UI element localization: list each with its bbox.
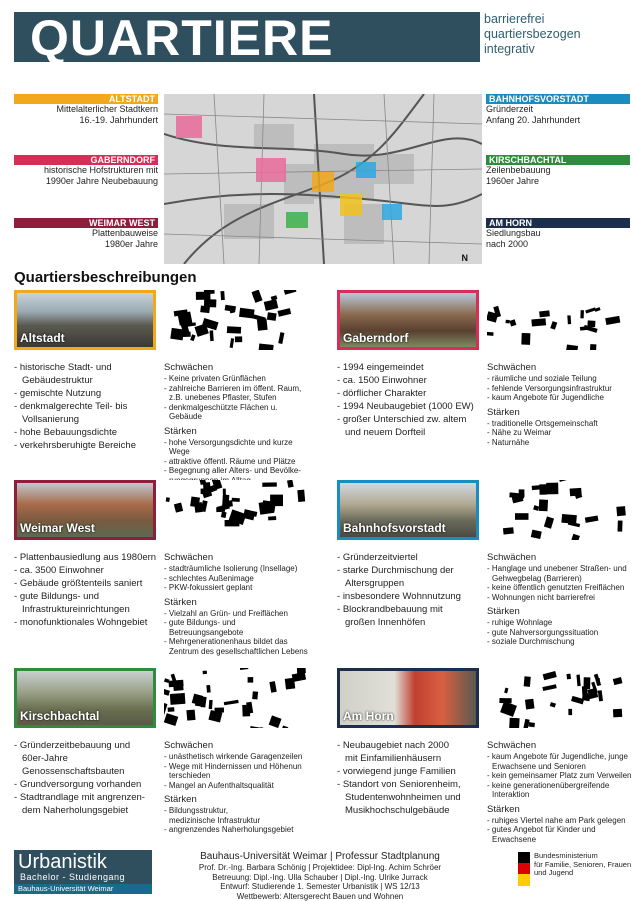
building-footprint (550, 702, 556, 707)
characteristic-item: - Stadtrandlage mit angrenzen- (14, 791, 160, 804)
weaknesses-heading: Schwächen (164, 362, 310, 374)
building-footprint (164, 702, 167, 715)
weaknesses-heading: Schwächen (487, 552, 633, 564)
weaknesses-heading: Schwächen (164, 740, 310, 752)
building-footprint (504, 688, 508, 694)
figure-ground-plan (487, 290, 629, 350)
quarter-label: AM HORN (486, 218, 630, 228)
building-footprint (499, 698, 511, 703)
weakness-item: - Keine privaten Grünflächen (164, 374, 310, 384)
quarter-line: Gründerzeit (486, 104, 630, 115)
weakness-item: - denkmalgeschützte Flächen u. Gebäude (164, 403, 310, 422)
weakness-item: - stadträumliche Isolierung (Insellage) (164, 564, 310, 574)
building-footprint (164, 689, 170, 696)
building-footprint (239, 668, 248, 670)
strength-item: - gute Nahversorgungssituation (487, 628, 633, 638)
characteristic-item: - historische Stadt- und (14, 361, 160, 374)
building-footprint (283, 290, 297, 295)
building-footprint (168, 707, 175, 712)
strengths-heading: Stärken (487, 407, 633, 419)
weakness-item: - keine öffentlich genutzten Freiflächen (487, 583, 633, 593)
figure-ground-graphic (164, 480, 306, 540)
weakness-item: - Mangel an Aufenthaltsqualität (164, 781, 310, 791)
building-footprint (546, 483, 558, 495)
characteristic-item: Vollsanierung (14, 413, 160, 426)
strength-item: - gute Bildungs- und Betreuungsangebote (164, 618, 310, 637)
quarter-photo-label: Am Horn (343, 709, 394, 723)
characteristic-item: - insbesondere Wohnnutzung (337, 590, 483, 603)
building-footprint (209, 700, 213, 709)
building-footprint (566, 344, 578, 350)
strength-item: - Bildungsstruktur, (164, 806, 310, 816)
building-footprint (252, 691, 258, 699)
building-footprint (225, 520, 240, 526)
tagline: quartiersbezogen (484, 27, 581, 42)
characteristic-item: 60er-Jahre (14, 752, 160, 765)
quarter-line: Siedlungsbau (486, 228, 630, 239)
characteristic-item: und neuem Dorfteil (337, 426, 483, 439)
characteristic-item: Infrastruktureinrichtungen (14, 603, 160, 616)
building-footprint (203, 482, 211, 489)
building-footprint (509, 718, 519, 728)
strengths-weaknesses (487, 551, 633, 647)
characteristic-item: - Grundversorgung vorhanden (14, 778, 160, 791)
characteristic-item: - Gründerzeitviertel (337, 551, 483, 564)
building-footprint (282, 726, 288, 728)
weakness-item: - PKW-fokussiert geplant (164, 583, 310, 593)
characteristic-item: Gebäudestruktur (14, 374, 160, 387)
credits-line: Entwurf: Studierende 1. Semester Urbanistik | WS 12/13 (170, 882, 470, 892)
building-footprint (568, 709, 572, 715)
weakness-item: - zahlreiche Barrieren im öffent. Raum, (164, 384, 310, 394)
characteristic-item: Genossenschaftsbauten (14, 765, 160, 778)
building-footprint (566, 674, 571, 680)
weakness-item: - fehlende Versorgungsinfrastruktur (487, 384, 633, 394)
building-footprint (248, 677, 254, 683)
characteristic-item: - Neubaugebiet nach 2000 (337, 739, 483, 752)
strength-item: - Vielzahl an Grün- und Freiflächen (164, 609, 310, 619)
quarter-label: KIRSCHBACHTAL (486, 155, 630, 165)
quarter-line: Zeilenbebauung (486, 165, 630, 176)
building-footprint (598, 690, 603, 701)
building-footprint (267, 312, 277, 321)
characteristic-item: - Standort von Seniorenheim, (337, 778, 483, 791)
urbanistik-logo (14, 850, 152, 894)
building-footprint (278, 308, 292, 317)
building-footprint (525, 699, 535, 710)
quarter-photo-label: Bahnhofsvorstadt (343, 521, 446, 535)
building-footprint (174, 503, 183, 513)
quarter-legend-kirschbachtal (486, 155, 630, 187)
quarter-area-bahnhofsvorstadt (356, 162, 376, 178)
building-footprint (215, 708, 224, 713)
quarter-area-blue (382, 204, 402, 220)
building-footprint (221, 512, 227, 518)
quarter-photo (14, 480, 156, 540)
building-footprint (206, 685, 210, 693)
characteristic-item: - starke Durchmischung der (337, 564, 483, 577)
city-map (164, 94, 482, 264)
quarter-photo-label: Kirschbachtal (20, 709, 99, 723)
characteristic-item: - gemischte Nutzung (14, 387, 160, 400)
quarter-legend-weimar-west (14, 218, 158, 250)
quarter-label: WEIMAR WEST (14, 218, 158, 228)
characteristic-item: - Blockrandbebauung mit (337, 603, 483, 616)
quarter-legend-altstadt (14, 94, 158, 126)
building-footprint (201, 703, 206, 708)
building-footprint (242, 705, 250, 717)
building-footprint (268, 516, 276, 520)
strengths-weaknesses (487, 739, 633, 844)
building-footprint (297, 490, 305, 502)
building-footprint (166, 497, 170, 502)
quarter-photo (14, 290, 156, 350)
strength-item: Erwachsene (487, 835, 633, 845)
building-footprint (528, 722, 535, 727)
weakness-item: - keine generationenübergreifende (487, 781, 633, 791)
quarter-photo-label: Weimar West (20, 521, 95, 535)
characteristic-item: - denkmalgerechte Teil- bis (14, 400, 160, 413)
building-footprint (515, 513, 529, 520)
characteristic-item: - hohe Bebauungsdichte (14, 426, 160, 439)
building-footprint (259, 343, 274, 350)
strengths-heading: Stärken (487, 606, 633, 618)
building-footprint (227, 326, 241, 333)
building-footprint (523, 719, 529, 728)
strength-item: - Naturnähe (487, 438, 633, 448)
quarter-photo (337, 290, 479, 350)
strength-item: - hohe Versorgungsdichte und kurze Wege (164, 438, 310, 457)
weakness-item: - unästhetisch wirkende Garagenzeilen (164, 752, 310, 762)
strength-item: - ruhiges Viertel nahe am Park gelegen (487, 816, 633, 826)
building-footprint (225, 305, 236, 312)
building-footprint (204, 299, 216, 307)
strength-item: - soziale Durchmischung (487, 637, 633, 647)
building-footprint (544, 516, 554, 528)
weakness-item: z.B. unebenes Pflaster, Stufen (164, 393, 310, 403)
quarter-characteristics (14, 739, 160, 817)
quarter-photo (14, 668, 156, 728)
weakness-item: - räumliche und soziale Teilung (487, 374, 633, 384)
building-footprint (278, 332, 284, 344)
characteristic-item: - verkehrsberuhigte Bereiche (14, 439, 160, 452)
building-footprint (616, 506, 625, 516)
building-footprint (571, 534, 580, 540)
building-footprint (580, 310, 584, 318)
quarter-photo-label: Gaberndorf (343, 331, 408, 345)
credits-line: Wettbewerb: Altersgerecht Bauen und Wohnen (170, 892, 470, 901)
quarter-characteristics (337, 361, 483, 439)
characteristic-item: großen Innenhöfen (337, 616, 483, 629)
credits-line: Prof. Dr.-Ing. Barbara Schönig | Projektidee: Dipl-Ing. Achim Schröer (170, 863, 470, 873)
quarter-line: 16.-19. Jahrhundert (14, 115, 158, 126)
weakness-item: Interaktion (487, 790, 633, 800)
quarter-line: 1960er Jahre (486, 176, 630, 187)
figure-ground-graphic (164, 290, 306, 350)
building-footprint (503, 527, 514, 534)
tagline: integrativ (484, 42, 581, 57)
weakness-item: - schlechtes Außenimage (164, 574, 310, 584)
characteristic-item: - ca. 3500 Einwohner (14, 564, 160, 577)
strengths-weaknesses (164, 739, 310, 835)
building-footprint (596, 678, 601, 685)
building-footprint (524, 676, 531, 687)
quarter-line: nach 2000 (486, 239, 630, 250)
quarter-photo (337, 668, 479, 728)
figure-ground-plan (487, 668, 629, 728)
strengths-heading: Stärken (487, 804, 633, 816)
credits (170, 850, 470, 901)
section-title: Quartiersbeschreibungen (14, 269, 197, 286)
strengths-heading: Stärken (164, 597, 310, 609)
weakness-item: - Wohnungen nicht barrierefrei (487, 593, 633, 603)
building-footprint (235, 336, 242, 342)
building-footprint (259, 317, 265, 329)
building-footprint (539, 499, 548, 511)
characteristic-item: dem Naherholungsgebiet (14, 804, 160, 817)
weaknesses-heading: Schwächen (487, 362, 633, 374)
building-footprint (232, 498, 240, 502)
building-footprint (521, 333, 530, 345)
strength-item: medizinische Infrastruktur (164, 816, 310, 826)
building-footprint (539, 310, 550, 317)
strengths-weaknesses (164, 551, 310, 656)
figure-ground-plan (164, 668, 306, 728)
taglines (484, 12, 581, 57)
building-footprint (190, 334, 195, 341)
characteristic-item: - 1994 eingemeindet (337, 361, 483, 374)
characteristic-item: - dörflicher Charakter (337, 387, 483, 400)
characteristic-item: - monofunktionales Wohngebiet (14, 616, 160, 629)
building-footprint (186, 710, 195, 721)
quarter-characteristics (14, 551, 160, 629)
figure-ground-plan (164, 290, 306, 350)
building-footprint (285, 678, 296, 690)
quarter-area-kirschbachtal (286, 212, 308, 228)
credits-title: Bauhaus-Universität Weimar | Professur Stadtplanung (170, 850, 470, 863)
quarter-area-altstadt (312, 172, 334, 192)
building-footprint (259, 501, 275, 515)
characteristic-item: Studentenwohnheimen und (337, 791, 483, 804)
building-footprint (576, 675, 580, 687)
tagline: barrierefrei (484, 12, 581, 27)
building-footprint (590, 344, 596, 350)
quarter-label: GABERNDORF (14, 155, 158, 165)
characteristic-item: Altersgruppen (337, 577, 483, 590)
quarter-photo-label: Altstadt (20, 331, 65, 345)
building-footprint (194, 502, 202, 513)
building-footprint (570, 488, 582, 496)
building-footprint (531, 530, 542, 539)
building-footprint (558, 480, 570, 482)
quarter-legend-gaberndorf (14, 155, 158, 187)
weakness-item: Erwachsene und Senioren (487, 762, 633, 772)
strength-item: - Mehrgenerationenhaus bildet das (164, 637, 310, 647)
weakness-item: - kaum Angebote für Jugendliche (487, 393, 633, 403)
building-footprint (613, 677, 623, 685)
credits-line: Betreuung: Dipl.-Ing. Ulla Schauber | Dipl.-Ing. Ulrike Jurrack (170, 873, 470, 883)
building-footprint (230, 338, 235, 348)
quarter-line: Anfang 20. Jahrhundert (486, 115, 630, 126)
building-footprint (164, 713, 178, 726)
characteristic-item: - 1994 Neubaugebiet (1000 EW) (337, 400, 483, 413)
strengths-heading: Stärken (164, 426, 310, 438)
characteristic-item: - gute Bildungs- und (14, 590, 160, 603)
weakness-item: - Wege mit Hindernissen und Höhenun (164, 762, 310, 772)
quarter-area-am-horn (340, 194, 362, 216)
building-footprint (210, 330, 214, 341)
strength-item: Zentrum des gesellschaftlichen Lebens (164, 647, 310, 657)
quarter-line: 1990er Jahre Neubebauung (14, 176, 158, 187)
figure-ground-graphic (487, 290, 629, 350)
logo-university: Bauhaus-Universität Weimar (14, 884, 152, 894)
strength-item: - traditionelle Ortsgemeinschaft (487, 419, 633, 429)
building-footprint (262, 482, 277, 487)
quarter-area-gaberndorf (176, 116, 202, 138)
building-footprint (543, 671, 557, 680)
strength-item: - attraktive öffentl. Räume und Plätze (164, 457, 310, 467)
building-footprint (585, 307, 596, 313)
quarter-characteristics (337, 551, 483, 629)
building-footprint (178, 311, 193, 325)
building-footprint (542, 684, 556, 691)
building-footprint (487, 332, 494, 336)
building-footprint (196, 292, 211, 300)
building-footprint (617, 520, 622, 531)
building-footprint (287, 480, 294, 488)
quarter-legend-am-horn (486, 218, 630, 250)
characteristic-item: Musikhochschulgebäude (337, 804, 483, 817)
figure-ground-graphic (487, 668, 629, 728)
characteristic-item: - Gebäude größtenteils saniert (14, 577, 160, 590)
characteristic-item: - ca. 1500 Einwohner (337, 374, 483, 387)
building-footprint (224, 500, 232, 507)
building-footprint (203, 671, 207, 675)
figure-ground-graphic (164, 668, 306, 728)
building-footprint (239, 308, 255, 319)
strength-item: - ruhige Wohnlage (487, 618, 633, 628)
building-footprint (582, 693, 591, 702)
quarter-characteristics (14, 361, 160, 452)
building-footprint (571, 696, 584, 705)
quarter-label: BAHNHOFSVORSTADT (486, 94, 630, 104)
weaknesses-heading: Schwächen (487, 740, 633, 752)
weaknesses-heading: Schwächen (164, 552, 310, 564)
building-footprint (506, 320, 510, 324)
quarter-line: 1980er Jahre (14, 239, 158, 250)
logo-title: Urbanistik (14, 850, 152, 872)
building-footprint (224, 700, 239, 705)
building-footprint (550, 321, 557, 330)
weakness-item: - kaum Angebote für Jugendliche, junge (487, 752, 633, 762)
strengths-weaknesses (164, 361, 310, 485)
building-footprint (509, 319, 516, 326)
strengths-heading: Stärken (164, 794, 310, 806)
figure-ground-graphic (487, 480, 629, 540)
building-footprint (269, 715, 282, 728)
characteristic-item: mit Einfamilienhäusern (337, 752, 483, 765)
weakness-item: terschieden (164, 771, 310, 781)
building-footprint (220, 291, 224, 300)
strength-item: - Nähe zu Weimar (487, 428, 633, 438)
building-footprint (594, 307, 600, 312)
building-footprint (605, 316, 620, 325)
ministry-logo (518, 852, 631, 878)
quarter-line: Plattenbauweise (14, 228, 158, 239)
quarter-area-weimar-west (256, 158, 286, 182)
ministry-line: und Jugend (534, 869, 631, 878)
weakness-item: - kein gemeinsamer Platz zum Verweilen (487, 771, 633, 781)
characteristic-item: - Gründerzeitbebauung und (14, 739, 160, 752)
building-footprint (500, 701, 517, 717)
building-footprint (173, 684, 183, 691)
quarter-photo (337, 480, 479, 540)
figure-ground-plan (487, 480, 629, 540)
strength-item: - angrenzendes Naherholungsgebiet (164, 825, 310, 835)
weakness-item: Gehwegbelag (Barrieren) (487, 574, 633, 584)
quarter-label: ALTSTADT (14, 94, 158, 104)
weakness-item: - Hanglage und unebener Straßen- und (487, 564, 633, 574)
page-title: QUARTIERE (30, 10, 333, 66)
building-footprint (567, 315, 571, 324)
quarter-characteristics (337, 739, 483, 817)
city-map-graphic (164, 94, 482, 264)
characteristic-item: - vorwiegend junge Familien (337, 765, 483, 778)
building-footprint (533, 505, 539, 511)
ministry-line: Bundesministerium (534, 852, 631, 861)
strengths-weaknesses (487, 361, 633, 447)
building-footprint (585, 515, 599, 522)
characteristic-item: - großer Unterschied zw. altem (337, 413, 483, 426)
quarter-line: Mittelalterlicher Stadtkern (14, 104, 158, 115)
logo-subtitle: Bachelor - Studiengang (14, 872, 152, 882)
building-footprint (613, 709, 622, 718)
building-footprint (531, 318, 546, 326)
eagle-flag-icon (518, 852, 530, 886)
north-arrow-label: N (462, 253, 469, 263)
quarter-line: historische Hofstrukturen mit (14, 165, 158, 176)
building-footprint (170, 693, 186, 705)
building-footprint (264, 299, 279, 311)
building-footprint (269, 681, 276, 693)
ministry-line: für Familie, Senioren, Frauen (534, 861, 631, 870)
characteristic-item: - Plattenbausiedlung aus 1980ern (14, 551, 160, 564)
strength-item: - Begegnung aller Alters- und Bevölke- (164, 466, 310, 476)
quarter-legend-bahnhofsvorstadt (486, 94, 630, 126)
strength-item: - gutes Angebot für Kinder und (487, 825, 633, 835)
figure-ground-plan (164, 480, 306, 540)
